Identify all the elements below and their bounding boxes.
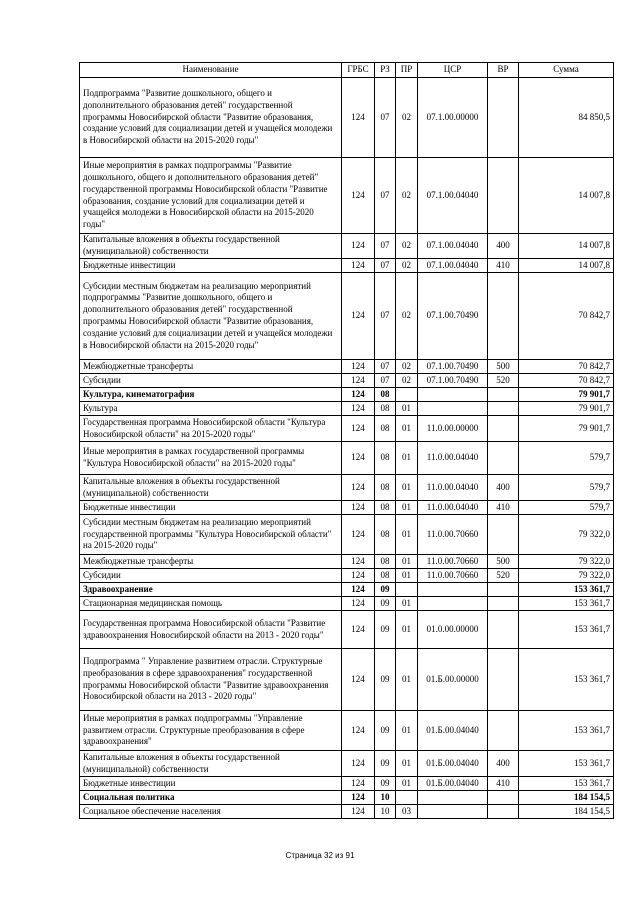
table-row bbox=[80, 791, 614, 805]
cell-rz: 09 bbox=[375, 777, 396, 791]
cell-pr: 02 bbox=[396, 374, 418, 388]
table-header-row bbox=[80, 63, 614, 78]
cell-sum: 153 361,7 bbox=[519, 777, 614, 791]
cell-pr: 01 bbox=[396, 569, 418, 583]
cell-rz: 07 bbox=[375, 259, 396, 273]
cell-csr bbox=[418, 805, 488, 819]
cell-vr: 520 bbox=[488, 569, 519, 583]
cell-csr: 11.0.00.70660 bbox=[418, 555, 488, 569]
cell-vr bbox=[488, 515, 519, 555]
cell-name: Культура, кинематография bbox=[80, 388, 342, 402]
cell-sum: 153 361,7 bbox=[519, 711, 614, 751]
cell-rz: 09 bbox=[375, 751, 396, 777]
cell-grbs: 124 bbox=[342, 475, 375, 501]
cell-name: Подпрограмма "Развитие дошкольного, общего и дополнительного образования детей" государственной программы Новосибирской области "Развитие образования, создание условий для социализации детей и учащейся молодежи в Новосибирской области на 2015-2020 годы" bbox=[80, 78, 342, 158]
cell-vr bbox=[488, 388, 519, 402]
cell-name: Иные мероприятия в рамках подпрограммы "Развитие дошкольного, общего и дополнительного образования детей" государственной программы Новосибирской области "Развитие образования, создание условий для социализации детей и учащейся молодежи в Новосибирской области на 2015-2020 годы" bbox=[80, 158, 342, 234]
cell-pr: 02 bbox=[396, 234, 418, 259]
cell-name: Бюджетные инвестиции bbox=[80, 501, 342, 515]
cell-vr bbox=[488, 791, 519, 805]
cell-name: Социальная политика bbox=[80, 791, 342, 805]
cell-rz: 07 bbox=[375, 78, 396, 158]
cell-csr: 11.0.00.00000 bbox=[418, 416, 488, 442]
cell-pr: 01 bbox=[396, 475, 418, 501]
cell-sum: 153 361,7 bbox=[519, 649, 614, 711]
cell-pr bbox=[396, 583, 418, 597]
cell-vr: 520 bbox=[488, 374, 519, 388]
header-sum: Сумма bbox=[519, 63, 614, 78]
cell-vr bbox=[488, 416, 519, 442]
cell-grbs: 124 bbox=[342, 234, 375, 259]
cell-sum: 579,7 bbox=[519, 475, 614, 501]
cell-name: Субсидии bbox=[80, 569, 342, 583]
cell-name: Межбюджетные трансферты bbox=[80, 555, 342, 569]
cell-grbs: 124 bbox=[342, 791, 375, 805]
cell-pr: 02 bbox=[396, 78, 418, 158]
cell-grbs: 124 bbox=[342, 259, 375, 273]
cell-pr: 03 bbox=[396, 805, 418, 819]
table-row bbox=[80, 777, 614, 791]
cell-vr bbox=[488, 583, 519, 597]
cell-name: Культура bbox=[80, 402, 342, 416]
cell-grbs: 124 bbox=[342, 374, 375, 388]
cell-rz: 09 bbox=[375, 649, 396, 711]
cell-vr bbox=[488, 273, 519, 360]
table-row bbox=[80, 402, 614, 416]
cell-pr: 02 bbox=[396, 158, 418, 234]
cell-vr: 410 bbox=[488, 501, 519, 515]
cell-pr: 01 bbox=[396, 501, 418, 515]
cell-vr: 410 bbox=[488, 259, 519, 273]
cell-vr: 400 bbox=[488, 751, 519, 777]
cell-vr bbox=[488, 402, 519, 416]
cell-sum: 14 007,8 bbox=[519, 158, 614, 234]
cell-rz: 07 bbox=[375, 234, 396, 259]
cell-sum: 14 007,8 bbox=[519, 234, 614, 259]
cell-vr: 400 bbox=[488, 475, 519, 501]
table-row bbox=[80, 259, 614, 273]
cell-grbs: 124 bbox=[342, 78, 375, 158]
table-row bbox=[80, 273, 614, 360]
cell-rz: 07 bbox=[375, 158, 396, 234]
cell-csr: 07.1.00.70490 bbox=[418, 273, 488, 360]
cell-grbs: 124 bbox=[342, 360, 375, 374]
cell-name: Межбюджетные трансферты bbox=[80, 360, 342, 374]
cell-rz: 09 bbox=[375, 711, 396, 751]
cell-csr: 01.Б.00.04040 bbox=[418, 711, 488, 751]
cell-csr bbox=[418, 791, 488, 805]
header-grbs: ГРБС bbox=[342, 63, 375, 78]
cell-sum: 70 842,7 bbox=[519, 374, 614, 388]
cell-sum: 79 901,7 bbox=[519, 388, 614, 402]
cell-rz: 08 bbox=[375, 501, 396, 515]
cell-sum: 70 842,7 bbox=[519, 360, 614, 374]
cell-pr: 02 bbox=[396, 273, 418, 360]
table-row bbox=[80, 475, 614, 501]
cell-name: Капитальные вложения в объекты государственной (муниципальной) собственности bbox=[80, 475, 342, 501]
cell-sum: 79 322,0 bbox=[519, 515, 614, 555]
table-row bbox=[80, 360, 614, 374]
cell-name: Бюджетные инвестиции bbox=[80, 259, 342, 273]
cell-vr: 410 bbox=[488, 777, 519, 791]
table-row bbox=[80, 78, 614, 158]
table-row bbox=[80, 583, 614, 597]
cell-rz: 09 bbox=[375, 583, 396, 597]
cell-rz: 08 bbox=[375, 475, 396, 501]
cell-pr: 01 bbox=[396, 402, 418, 416]
cell-pr: 01 bbox=[396, 751, 418, 777]
cell-sum: 79 901,7 bbox=[519, 416, 614, 442]
cell-csr: 07.1.00.04040 bbox=[418, 259, 488, 273]
cell-csr: 07.1.00.70490 bbox=[418, 360, 488, 374]
cell-pr: 01 bbox=[396, 611, 418, 649]
table-row bbox=[80, 374, 614, 388]
cell-rz: 07 bbox=[375, 374, 396, 388]
cell-pr bbox=[396, 791, 418, 805]
table-row bbox=[80, 569, 614, 583]
cell-sum: 14 007,8 bbox=[519, 259, 614, 273]
cell-rz: 08 bbox=[375, 515, 396, 555]
cell-grbs: 124 bbox=[342, 416, 375, 442]
cell-name: Капитальные вложения в объекты государственной (муниципальной) собственности bbox=[80, 751, 342, 777]
cell-pr: 01 bbox=[396, 597, 418, 611]
cell-grbs: 124 bbox=[342, 751, 375, 777]
cell-rz: 10 bbox=[375, 791, 396, 805]
cell-sum: 579,7 bbox=[519, 501, 614, 515]
cell-grbs: 124 bbox=[342, 158, 375, 234]
cell-rz: 08 bbox=[375, 416, 396, 442]
cell-grbs: 124 bbox=[342, 711, 375, 751]
cell-name: Социальное обеспечение населения bbox=[80, 805, 342, 819]
cell-name: Капитальные вложения в объекты государственной (муниципальной) собственности bbox=[80, 234, 342, 259]
page-number: Страница 32 из 91 bbox=[285, 851, 355, 860]
cell-csr: 11.0.00.70660 bbox=[418, 515, 488, 555]
cell-vr bbox=[488, 711, 519, 751]
cell-name: Субсидии местным бюджетам на реализацию мероприятий подпрограммы "Развитие дошкольного, общего и дополнительного образования детей" государственной программы Новосибирской области "Развитие образования, создание условий для социализации детей и учащейся молодежи в Новосибирской области на 2015-2020 годы" bbox=[80, 273, 342, 360]
table-row bbox=[80, 649, 614, 711]
cell-rz: 08 bbox=[375, 402, 396, 416]
table-row bbox=[80, 501, 614, 515]
cell-pr: 01 bbox=[396, 442, 418, 475]
cell-name: Государственная программа Новосибирской области "Развитие здравоохранения Новосибирской области на 2013 - 2020 годы" bbox=[80, 611, 342, 649]
cell-vr bbox=[488, 158, 519, 234]
cell-csr bbox=[418, 597, 488, 611]
cell-grbs: 124 bbox=[342, 515, 375, 555]
cell-sum: 184 154,5 bbox=[519, 805, 614, 819]
cell-sum: 79 322,0 bbox=[519, 555, 614, 569]
cell-csr: 07.1.00.04040 bbox=[418, 158, 488, 234]
cell-sum: 153 361,7 bbox=[519, 611, 614, 649]
cell-name: Иные мероприятия в рамках подпрограммы "Управление развитием отрасли. Структурные преобразования в сфере здравоохранения" bbox=[80, 711, 342, 751]
cell-sum: 79 322,0 bbox=[519, 569, 614, 583]
cell-rz: 07 bbox=[375, 360, 396, 374]
cell-grbs: 124 bbox=[342, 501, 375, 515]
cell-name: Субсидии местным бюджетам на реализацию мероприятий государственной программы "Культура Новосибирской области" на 2015-2020 годы" bbox=[80, 515, 342, 555]
table-row bbox=[80, 442, 614, 475]
cell-pr: 01 bbox=[396, 515, 418, 555]
cell-sum: 184 154,5 bbox=[519, 791, 614, 805]
table-row bbox=[80, 751, 614, 777]
table-row bbox=[80, 388, 614, 402]
cell-rz: 08 bbox=[375, 555, 396, 569]
cell-sum: 79 901,7 bbox=[519, 402, 614, 416]
cell-pr bbox=[396, 388, 418, 402]
cell-grbs: 124 bbox=[342, 569, 375, 583]
header-rz: РЗ bbox=[375, 63, 396, 78]
cell-grbs: 124 bbox=[342, 777, 375, 791]
cell-sum: 70 842,7 bbox=[519, 273, 614, 360]
cell-csr: 11.0.00.70660 bbox=[418, 569, 488, 583]
cell-vr bbox=[488, 442, 519, 475]
cell-csr bbox=[418, 388, 488, 402]
cell-pr: 02 bbox=[396, 360, 418, 374]
table-row bbox=[80, 611, 614, 649]
cell-csr: 11.0.00.04040 bbox=[418, 501, 488, 515]
cell-name: Подпрограмма " Управление развитием отрасли. Структурные преобразования в сфере здравоохранения" государственной программы Новосибирской области "Развитие здравоохранения Новосибирской области на 2013 - 2020 годы" bbox=[80, 649, 342, 711]
cell-csr: 01.0.00.00000 bbox=[418, 611, 488, 649]
cell-rz: 10 bbox=[375, 805, 396, 819]
cell-csr: 07.1.00.04040 bbox=[418, 234, 488, 259]
budget-table bbox=[79, 62, 614, 819]
cell-vr: 500 bbox=[488, 555, 519, 569]
cell-sum: 153 361,7 bbox=[519, 597, 614, 611]
cell-grbs: 124 bbox=[342, 388, 375, 402]
cell-csr: 07.1.00.00000 bbox=[418, 78, 488, 158]
header-vr: ВР bbox=[488, 63, 519, 78]
cell-vr bbox=[488, 805, 519, 819]
cell-rz: 07 bbox=[375, 273, 396, 360]
cell-sum: 84 850,5 bbox=[519, 78, 614, 158]
cell-vr bbox=[488, 597, 519, 611]
cell-grbs: 124 bbox=[342, 805, 375, 819]
cell-pr: 01 bbox=[396, 649, 418, 711]
table-row bbox=[80, 597, 614, 611]
cell-sum: 153 361,7 bbox=[519, 583, 614, 597]
cell-pr: 01 bbox=[396, 711, 418, 751]
cell-rz: 08 bbox=[375, 442, 396, 475]
cell-rz: 09 bbox=[375, 597, 396, 611]
cell-pr: 02 bbox=[396, 259, 418, 273]
cell-csr: 11.0.00.04040 bbox=[418, 475, 488, 501]
table-body bbox=[80, 78, 614, 819]
cell-grbs: 124 bbox=[342, 555, 375, 569]
cell-grbs: 124 bbox=[342, 273, 375, 360]
cell-grbs: 124 bbox=[342, 649, 375, 711]
cell-csr: 11.0.00.04040 bbox=[418, 442, 488, 475]
cell-grbs: 124 bbox=[342, 597, 375, 611]
table-row bbox=[80, 555, 614, 569]
cell-vr bbox=[488, 611, 519, 649]
table-row bbox=[80, 158, 614, 234]
table-row bbox=[80, 805, 614, 819]
cell-rz: 08 bbox=[375, 569, 396, 583]
cell-csr bbox=[418, 402, 488, 416]
cell-vr bbox=[488, 78, 519, 158]
cell-grbs: 124 bbox=[342, 402, 375, 416]
cell-sum: 153 361,7 bbox=[519, 751, 614, 777]
cell-name: Государственная программа Новосибирской области "Культура Новосибирской области" на 2015-2020 годы" bbox=[80, 416, 342, 442]
cell-csr: 01.Б.00.04040 bbox=[418, 751, 488, 777]
cell-sum: 579,7 bbox=[519, 442, 614, 475]
cell-rz: 09 bbox=[375, 611, 396, 649]
cell-csr: 01.Б.00.00000 bbox=[418, 649, 488, 711]
cell-grbs: 124 bbox=[342, 583, 375, 597]
table-row bbox=[80, 515, 614, 555]
table-row bbox=[80, 416, 614, 442]
cell-grbs: 124 bbox=[342, 442, 375, 475]
header-name: Наименование bbox=[80, 63, 342, 78]
cell-pr: 01 bbox=[396, 555, 418, 569]
header-pr: ПР bbox=[396, 63, 418, 78]
cell-csr: 07.1.00.70490 bbox=[418, 374, 488, 388]
table-row bbox=[80, 234, 614, 259]
cell-name: Стационарная медицинская помощь bbox=[80, 597, 342, 611]
cell-csr: 01.Б.00.04040 bbox=[418, 777, 488, 791]
cell-vr: 500 bbox=[488, 360, 519, 374]
header-csr: ЦСР bbox=[418, 63, 488, 78]
cell-pr: 01 bbox=[396, 777, 418, 791]
cell-vr bbox=[488, 649, 519, 711]
cell-name: Субсидии bbox=[80, 374, 342, 388]
cell-rz: 08 bbox=[375, 388, 396, 402]
cell-csr bbox=[418, 583, 488, 597]
table-row bbox=[80, 711, 614, 751]
cell-name: Иные мероприятия в рамках государственной программы "Культура Новосибирской области" на 2015-2020 годы" bbox=[80, 442, 342, 475]
cell-name: Здравоохранение bbox=[80, 583, 342, 597]
cell-vr: 400 bbox=[488, 234, 519, 259]
cell-name: Бюджетные инвестиции bbox=[80, 777, 342, 791]
cell-pr: 01 bbox=[396, 416, 418, 442]
cell-grbs: 124 bbox=[342, 611, 375, 649]
